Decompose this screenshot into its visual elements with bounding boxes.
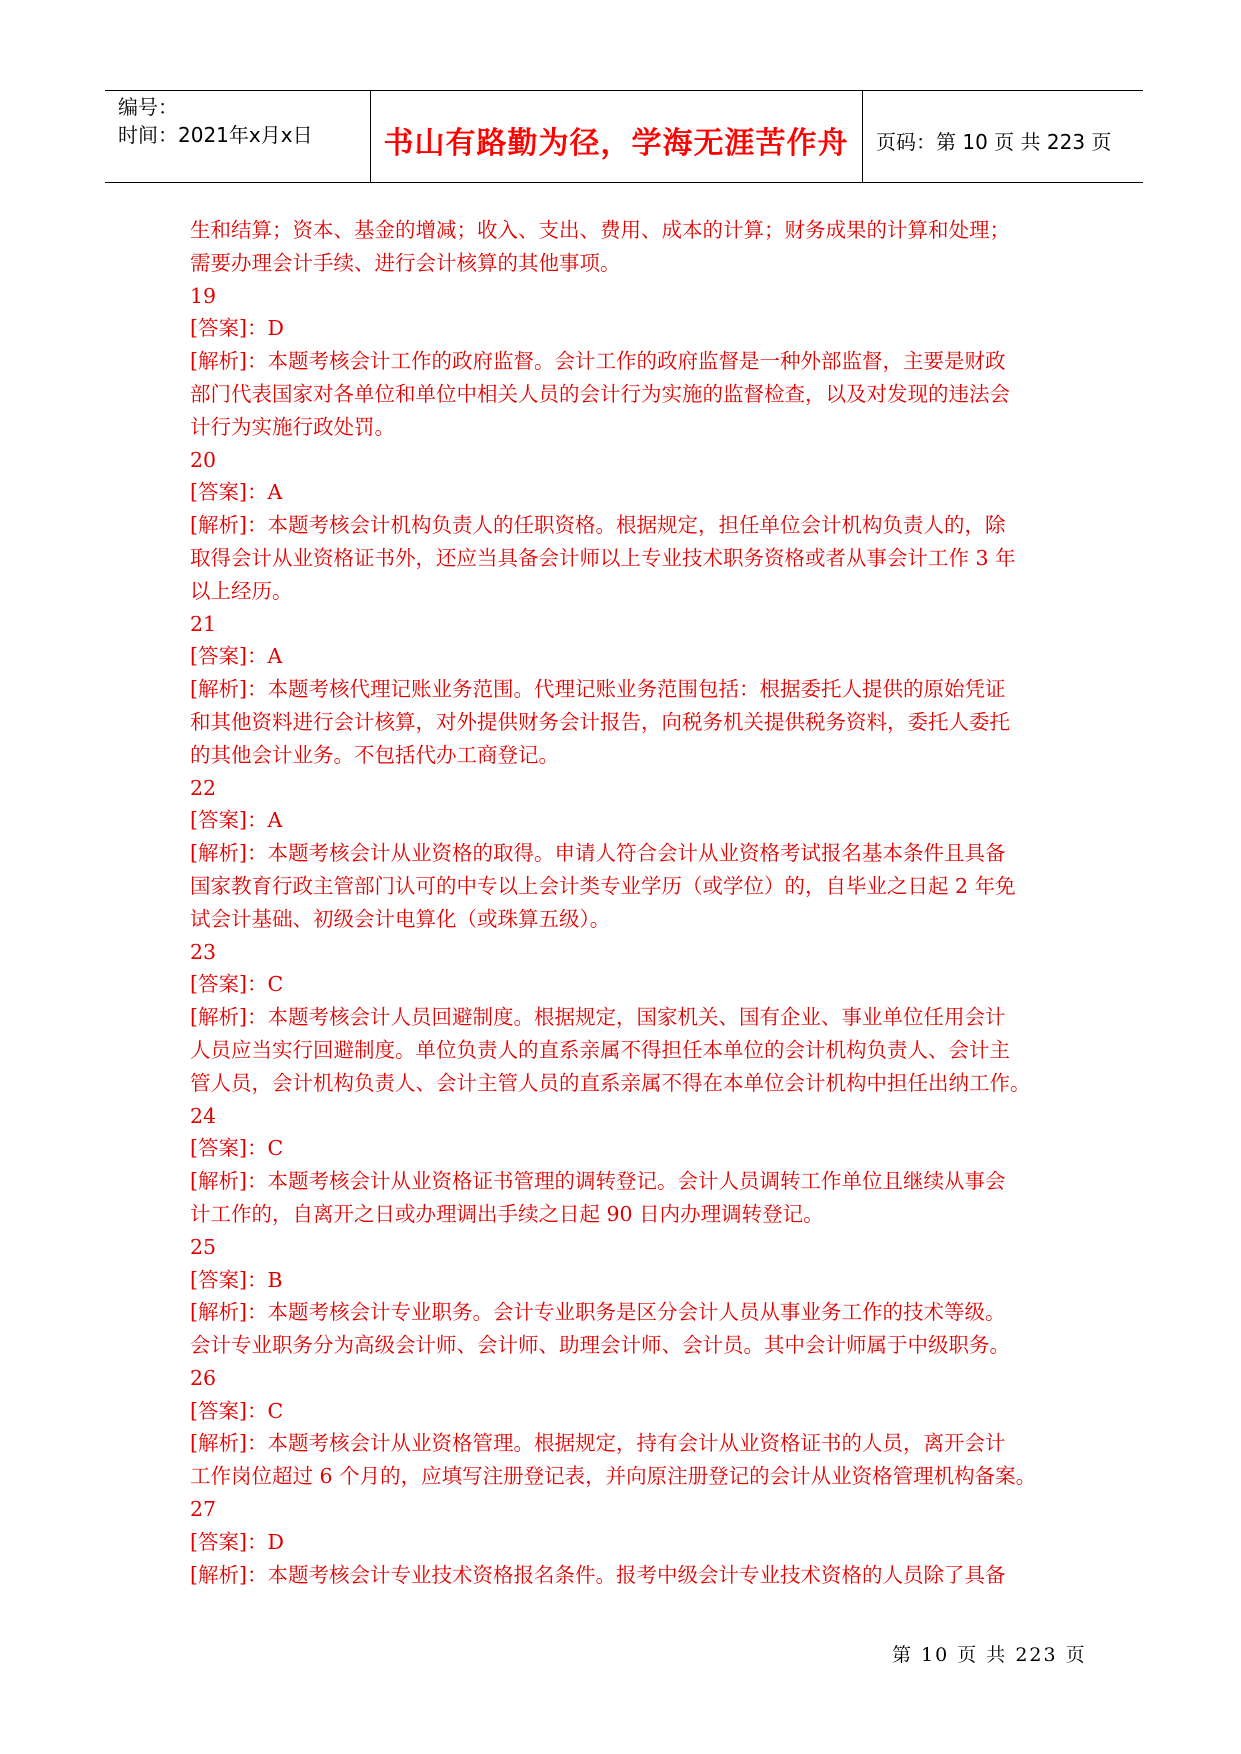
text-line: [解析]：本题考核会计从业资格管理。根据规定，持有会计从业资格证书的人员，离开会计 (190, 1431, 1006, 1456)
text-line: [解析]：本题考核会计专业职务。会计专业职务是区分会计人员从事业务工作的技术等级。 (190, 1300, 1006, 1325)
text-line: [答案]：C (190, 1398, 284, 1423)
header-bottom-rule (105, 182, 1143, 183)
text-line: 会计专业职务分为高级会计师、会计师、助理会计师、会计员。其中会计师属于中级职务。 (190, 1333, 1010, 1358)
text-line: [解析]：本题考核会计人员回避制度。根据规定，国家机关、国有企业、事业单位任用会计 (190, 1005, 1006, 1030)
text-line: [解析]：本题考核代理记账业务范围。代理记账业务范围包括：根据委托人提供的原始凭证 (190, 677, 1006, 702)
text-line: [答案]：B (190, 1267, 283, 1292)
text-line: 的其他会计业务。不包括代办工商登记。 (190, 742, 559, 767)
header-top-rule (105, 90, 1143, 91)
header-meta (118, 93, 313, 149)
text-line: [答案]：A (190, 808, 283, 833)
text-line: 需要办理会计手续、进行会计核算的其他事项。 (190, 250, 621, 275)
text-line: 国家教育行政主管部门认可的中专以上会计类专业学历（或学位）的，自毕业之日起 2 年免 (190, 873, 1016, 898)
text-line: 管人员，会计机构负责人、会计主管人员的直系亲属不得在本单位会计机构中担任出纳工作。 (190, 1070, 1031, 1095)
text-line: 27 (190, 1497, 217, 1522)
text-line: 21 (190, 611, 217, 636)
text-line: [答案]：D (190, 316, 284, 341)
text-line: 和其他资料进行会计核算，对外提供财务会计报告，向税务机关提供税务资料，委托人委托 (190, 709, 1010, 734)
text-line: 生和结算；资本、基金的增减；收入、支出、费用、成本的计算；财务成果的计算和处理； (190, 218, 1010, 242)
header-time-label: 时间：2021年x月x日 (118, 123, 313, 147)
text-line: [答案]：A (190, 644, 283, 669)
document-body (190, 214, 1070, 1591)
text-line: 24 (190, 1103, 217, 1128)
header-divider-right (862, 90, 863, 183)
text-line: [解析]：本题考核会计工作的政府监督。会计工作的政府监督是一种外部监督，主要是财政 (190, 349, 1006, 374)
text-line: 计工作的，自离开之日或办理调出手续之日起 90 日内办理调转登记。 (190, 1201, 824, 1226)
text-line: [解析]：本题考核会计从业资格的取得。申请人符合会计从业资格考试报名基本条件且具备 (190, 841, 1006, 866)
text-line: [答案]：D (190, 1529, 284, 1554)
text-line: 部门代表国家对各单位和单位中相关人员的会计行为实施的监督检查，以及对发现的违法会 (190, 381, 1010, 406)
text-line: 计行为实施行政处罚。 (190, 414, 395, 439)
text-line: 试会计基础、初级会计电算化（或珠算五级）。 (190, 906, 611, 931)
text-line: 工作岗位超过 6 个月的，应填写注册登记表，并向原注册登记的会计从业资格管理机构备案。 (190, 1464, 1037, 1489)
page-footer: 第 10 页 共 223 页 (892, 1644, 1087, 1666)
text-line: [答案]：A (190, 480, 283, 505)
text-line: [答案]：C (190, 972, 284, 997)
text-line: 19 (190, 283, 217, 308)
header-number-label: 编号： (118, 95, 178, 119)
header-title: 书山有路勤为径，学海无涯苦作舟 (383, 126, 849, 161)
text-line: 26 (190, 1365, 217, 1390)
text-line: 取得会计从业资格证书外，还应当具备会计师以上专业技术职务资格或者从事会计工作 3 年 (190, 545, 1016, 570)
text-line: 25 (190, 1234, 217, 1259)
text-line: 以上经历。 (190, 578, 293, 603)
text-line: 人员应当实行回避制度。单位负责人的直系亲属不得担任本单位的会计机构负责人、会计主 (190, 1037, 1010, 1062)
text-line: [解析]：本题考核会计从业资格证书管理的调转登记。会计人员调转工作单位且继续从事会 (190, 1169, 1006, 1194)
text-line: 22 (190, 775, 217, 800)
text-line: [解析]：本题考核会计机构负责人的任职资格。根据规定，担任单位会计机构负责人的，除 (190, 513, 1006, 538)
text-line: 23 (190, 939, 217, 964)
header-page-label: 页码：第 10 页 共 223 页 (876, 130, 1112, 154)
text-line: [解析]：本题考核会计专业技术资格报名条件。报考中级会计专业技术资格的人员除了具备 (190, 1562, 1006, 1587)
text-line: 20 (190, 447, 217, 472)
text-line: [答案]：C (190, 1136, 284, 1161)
